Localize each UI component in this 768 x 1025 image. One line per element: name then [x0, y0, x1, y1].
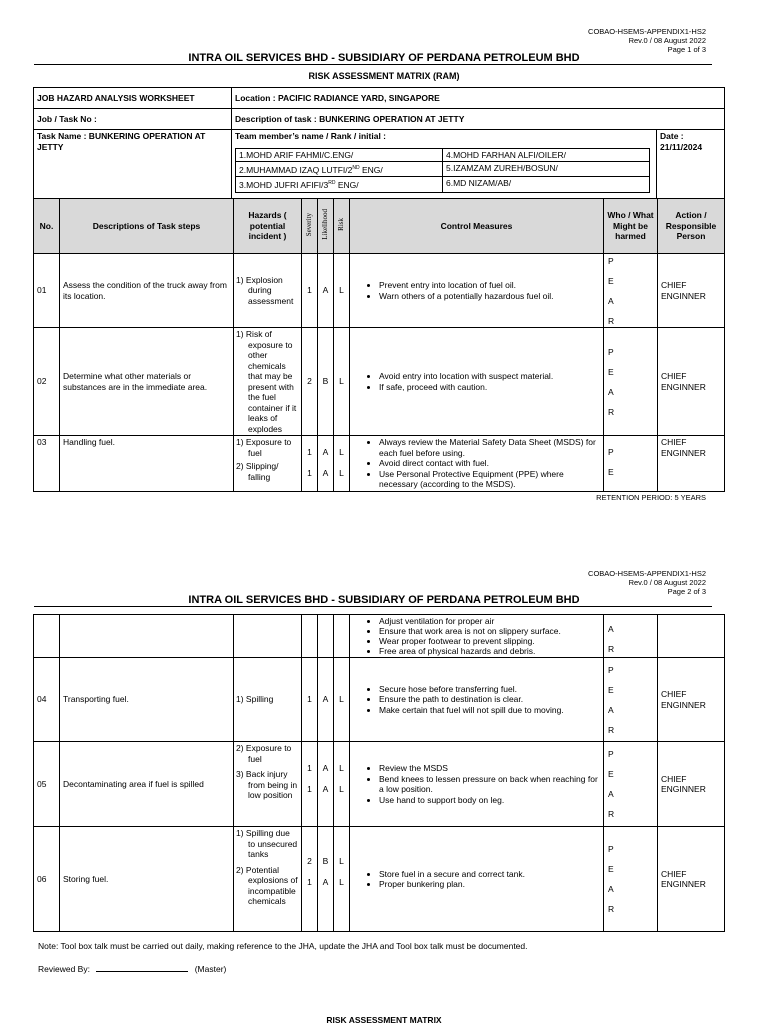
team-cell [232, 130, 657, 199]
row-step: Decontaminating area if fuel is spilled [60, 742, 234, 827]
toolbox-note: Note: Tool box talk must be carried out daily, making reference to the JHA, update the JHA and Tool box talk must be documented. [38, 941, 528, 951]
who-r: R [608, 724, 615, 735]
row-step: Assess the condition of the truck away from its location. [60, 254, 234, 328]
who-a: A [608, 884, 614, 894]
severity-value: 1 [307, 876, 312, 887]
task-description: Description of task : BUNKERING OPERATION AT JETTY [232, 109, 725, 130]
risk-value: L [339, 763, 344, 773]
job-task-no: Job / Task No : [34, 109, 232, 130]
jha-table-page2 [33, 614, 725, 932]
control-item: • Bend knees to lessen pressure on back when reaching for a low position. [379, 774, 600, 795]
reviewer-role: (Master) [194, 964, 227, 974]
col-steps-header: Descriptions of Task steps [60, 199, 234, 254]
row-risk: L [334, 328, 350, 436]
row-action: CHIEF ENGINNER [658, 436, 725, 492]
control-item: • Store fuel in a secure and correct tank. [379, 869, 600, 880]
who-e: E [608, 684, 614, 695]
row-action: CHIEF ENGINNER [658, 742, 725, 827]
team-member-1: 1.MOHD ARIF FAHMI/C.ENG/ [236, 148, 443, 162]
likelihood-value: A [322, 763, 329, 773]
retention-period: RETENTION PERIOD: 5 YEARS [596, 493, 706, 502]
severity-value: 1 [307, 763, 312, 773]
date-cell [657, 130, 725, 199]
who-r: R [608, 809, 615, 819]
row-who [604, 254, 658, 328]
row-who [604, 742, 658, 827]
row-severity: 1 [302, 658, 318, 742]
row-hazard [234, 742, 302, 827]
control-item: • Ensure that work area is not on slippery surface. [379, 626, 600, 636]
reviewed-by-label: Reviewed By: [38, 964, 90, 974]
table-row [34, 827, 725, 932]
table-row [34, 658, 725, 742]
col-severity-header: Severity [302, 199, 318, 254]
row-severity [302, 436, 318, 492]
likelihood-value: A [322, 467, 329, 478]
severity-value: 1 [307, 467, 312, 478]
hazard-item: 1) Exposure to fuel [236, 437, 292, 458]
control-item: • If safe, proceed with caution. [379, 382, 600, 393]
revision: Rev.0 / 08 August 2022 [628, 578, 706, 587]
doc-reference-block [588, 27, 706, 54]
doc-reference-block-page2 [588, 569, 706, 596]
row-risk [334, 436, 350, 492]
row-who [604, 328, 658, 436]
likelihood-value: B [322, 856, 329, 866]
control-item: • Use Personal Protective Equipment (PPE) where necessary (according to the MSDS). [379, 469, 600, 490]
doc-code: COBAO-HSEMS-APPENDIX1-HS2 [588, 27, 706, 36]
row-no: 04 [34, 658, 60, 742]
worksheet-label: JOB HAZARD ANALYSIS WORKSHEET [34, 88, 232, 109]
who-a: A [608, 295, 614, 306]
row-no: 05 [34, 742, 60, 827]
row-hazard [234, 436, 302, 492]
page-number: Page 2 of 3 [667, 587, 706, 596]
control-item: • Always review the Material Safety Data Sheet (MSDS) for each fuel before using. [379, 437, 600, 458]
control-item: • Ensure the path to destination is clear. [379, 694, 600, 705]
col-risk-header: Risk [334, 199, 350, 254]
col-controls-header: Control Measures [350, 199, 604, 254]
row-risk: L [334, 658, 350, 742]
row-likelihood [318, 827, 334, 932]
col-action-header: Action / Responsible Person [658, 199, 725, 254]
row-step: Transporting fuel. [60, 658, 234, 742]
col-likelihood-header: Likelihood [318, 199, 334, 254]
row-step: Determine what other materials or substances are in the immediate area. [60, 328, 234, 436]
who-a: A [608, 624, 614, 634]
control-item: • Adjust ventilation for proper air [379, 616, 600, 626]
page3-title: RISK ASSESSMENT MATRIX [326, 1015, 442, 1025]
who-p: P [608, 255, 614, 266]
row-controls [350, 615, 604, 658]
control-item: • Free area of physical hazards and debris. [379, 646, 600, 656]
row-no: 01 [34, 254, 60, 328]
control-item: • Wear proper footwear to prevent slipping. [379, 636, 600, 646]
row-no: 02 [34, 328, 60, 436]
table-row-continued [34, 615, 725, 658]
control-item: • Warn others of a potentially hazardous fuel oil. [379, 291, 600, 302]
risk-value: L [339, 856, 344, 866]
location: Location : PACIFIC RADIANCE YARD, SINGAPORE [232, 88, 725, 109]
control-item: • Use hand to support body on leg. [379, 795, 600, 806]
row-who [604, 615, 658, 658]
hazard-item: 2) Exposure to fuel [236, 743, 292, 764]
title-divider [34, 64, 712, 65]
col-who-header: Who / What Might be harmed [604, 199, 658, 254]
likelihood-value: A [322, 783, 329, 794]
control-item: • Review the MSDS [379, 763, 600, 774]
control-item: • Make certain that fuel will not spill due to moving. [379, 705, 600, 716]
row-no: 03 [34, 436, 60, 492]
team-member-2: 2.MUHAMMAD IZAQ LUTFI/2ND ENG/ [236, 162, 443, 177]
row-who [604, 658, 658, 742]
row-controls [350, 742, 604, 827]
page-number: Page 1 of 3 [667, 45, 706, 54]
team-member-5: 5.IZAMZAM ZUREH/BOSUN/ [443, 162, 650, 177]
who-p: P [608, 749, 614, 759]
control-item: • Proper bunkering plan. [379, 879, 600, 890]
row-severity [302, 742, 318, 827]
row-severity: 2 [302, 328, 318, 436]
header-table [33, 87, 725, 199]
signature-field[interactable] [96, 963, 188, 972]
who-p: P [608, 664, 614, 675]
row-likelihood [318, 436, 334, 492]
row-hazard: 1) Explosion during assessment [234, 254, 302, 328]
team-table [235, 148, 650, 193]
who-a: A [608, 704, 614, 715]
row-severity: 1 [302, 254, 318, 328]
control-item: • Avoid direct contact with fuel. [379, 458, 600, 469]
row-action: CHIEF ENGINNER [658, 658, 725, 742]
who-e: E [608, 366, 614, 377]
who-r: R [608, 904, 615, 914]
task-name: Task Name : BUNKERING OPERATION AT JETTY [34, 130, 232, 199]
severity-value: 2 [307, 856, 312, 866]
row-step: Handling fuel. [60, 436, 234, 492]
control-item: • Prevent entry into location of fuel oil. [379, 280, 600, 291]
revision: Rev.0 / 08 August 2022 [628, 36, 706, 45]
doc-code: COBAO-HSEMS-APPENDIX1-HS2 [588, 569, 706, 578]
row-likelihood: A [318, 254, 334, 328]
row-hazard: 1) Risk of exposure to other chemicals that may be present with the fuel container if it leaks of explodes [234, 328, 302, 436]
table-row [34, 254, 725, 328]
who-e: E [608, 467, 614, 477]
hazard-item: 3) Back injury from being in low position [236, 769, 298, 800]
page1-bottom-line [34, 491, 712, 492]
severity-value: 1 [307, 783, 312, 794]
who-r: R [608, 406, 615, 417]
team-member-3: 3.MOHD JUFRI AFIFI/3RD ENG/ [236, 177, 443, 192]
hazard-item: 2) Slipping/ falling [236, 461, 279, 482]
row-hazard [234, 827, 302, 932]
company-title: INTRA OIL SERVICES BHD - SUBSIDIARY OF PERDANA PETROLEUM BHD [188, 52, 580, 64]
who-r: R [608, 644, 615, 654]
date-value: 21/11/2024 [660, 141, 703, 152]
team-label: Team member’s name / Rank / initial : [235, 131, 387, 141]
row-likelihood [318, 742, 334, 827]
col-hazards-header: Hazards ( potential incident ) [234, 199, 302, 254]
who-a: A [608, 789, 614, 799]
control-item: • Avoid entry into location with suspect material. [379, 371, 600, 382]
row-who [604, 827, 658, 932]
title-divider-page2 [34, 606, 712, 607]
who-p: P [608, 447, 614, 457]
severity-value: 1 [307, 447, 312, 457]
risk-value: L [339, 447, 344, 457]
risk-value: L [339, 467, 344, 478]
row-severity [302, 827, 318, 932]
table-row [34, 436, 725, 492]
risk-value: L [339, 783, 344, 794]
who-p: P [608, 346, 614, 357]
row-who [604, 436, 658, 492]
row-risk: L [334, 254, 350, 328]
table-row [34, 742, 725, 827]
row-controls [350, 328, 604, 436]
row-no: 06 [34, 827, 60, 932]
likelihood-value: A [322, 876, 329, 887]
matrix-title: RISK ASSESSMENT MATRIX (RAM) [308, 71, 460, 81]
row-step: Storing fuel. [60, 827, 234, 932]
row-action: CHIEF ENGINNER [658, 254, 725, 328]
who-p: P [608, 844, 614, 854]
row-action: CHIEF ENGINNER [658, 328, 725, 436]
table-row [34, 328, 725, 436]
team-member-6: 6.MD NIZAM/AB/ [443, 177, 650, 192]
row-controls [350, 658, 604, 742]
reviewed-by-line [38, 963, 226, 974]
risk-value: L [339, 876, 344, 887]
likelihood-value: A [322, 447, 329, 457]
row-controls [350, 254, 604, 328]
row-likelihood: B [318, 328, 334, 436]
date-label: Date : [660, 131, 684, 141]
col-no-header: No. [34, 199, 60, 254]
company-title-page2: INTRA OIL SERVICES BHD - SUBSIDIARY OF PERDANA PETROLEUM BHD [188, 594, 580, 606]
row-controls [350, 827, 604, 932]
who-e: E [608, 275, 614, 286]
row-hazard: 1) Spilling [234, 658, 302, 742]
control-item: • Secure hose before transferring fuel. [379, 684, 600, 695]
who-r: R [608, 315, 615, 326]
row-likelihood: A [318, 658, 334, 742]
team-member-4: 4.MOHD FARHAN ALFI/OILER/ [443, 148, 650, 162]
who-e: E [608, 769, 614, 779]
row-controls [350, 436, 604, 492]
who-a: A [608, 386, 614, 397]
hazard-item: 2) Potential explosions of incompatible chemicals [236, 864, 298, 906]
hazard-item: 1) Spilling due to unsecured tanks [236, 828, 298, 859]
jha-table-page1 [33, 198, 725, 492]
who-e: E [608, 864, 614, 874]
row-risk [334, 827, 350, 932]
row-action: CHIEF ENGINNER [658, 827, 725, 932]
row-risk [334, 742, 350, 827]
